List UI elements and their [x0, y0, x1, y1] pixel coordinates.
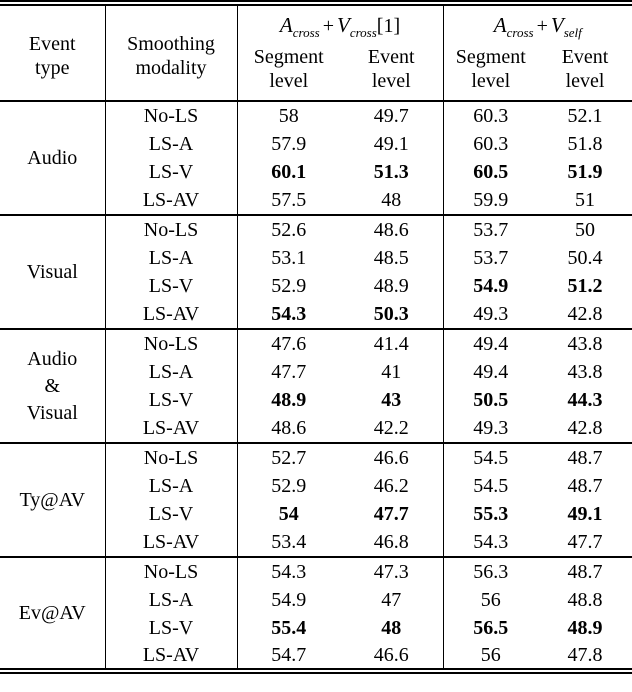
value-cell: 42.2 [373, 417, 409, 440]
value-cell: 51.2 [567, 275, 603, 298]
value-cell: 50.4 [567, 246, 603, 269]
table-body [0, 101, 632, 671]
math-plus: + [322, 15, 334, 38]
value-cell: 60.1 [237, 158, 340, 187]
value-cell: 51.3 [373, 161, 409, 184]
modality-cell: LS-A [105, 586, 237, 615]
header-group-acrossvself [443, 3, 632, 43]
value-cell: 52.7 [237, 443, 340, 472]
modality-cell: LS-AV [105, 415, 237, 444]
value-cell: 48.6 [237, 415, 340, 444]
value-cell: 53.4 [237, 529, 340, 558]
value-cell: 46.8 [373, 531, 409, 554]
value-cell: 43.8 [567, 360, 603, 383]
value-cell: 47.8 [567, 644, 603, 667]
value-cell: 49.1 [567, 503, 603, 526]
table-row [0, 557, 632, 586]
value-cell: 48 [381, 617, 402, 640]
event-label-line2: level [565, 69, 605, 92]
event-label-line2: level [371, 69, 411, 92]
modality-cell: LS-AV [105, 643, 237, 672]
value-cell: 41 [381, 360, 402, 383]
table-header [0, 3, 632, 101]
value-cell: 54.7 [237, 643, 340, 672]
math-symbol-a: A [279, 13, 293, 38]
modality-cell: LS-V [105, 158, 237, 187]
value-cell: 54.3 [237, 301, 340, 330]
modality-cell: No-LS [105, 215, 237, 244]
value-cell: 44.3 [567, 389, 603, 412]
event-type-cell: Audio & Visual [26, 347, 78, 424]
value-cell: 50.5 [443, 386, 538, 415]
event-type-cell: Visual [26, 260, 78, 283]
math-subscript: cross [506, 25, 534, 41]
value-cell: 47.7 [567, 531, 603, 554]
segment-label-line2: level [269, 69, 309, 92]
value-cell: 54.9 [443, 272, 538, 301]
value-cell: 49.3 [443, 301, 538, 330]
math-symbol-v: V [550, 13, 564, 38]
modality-cell: LS-V [105, 614, 237, 643]
value-cell: 42.8 [567, 417, 603, 440]
value-cell: 54.9 [237, 586, 340, 615]
value-cell: 51.8 [567, 132, 603, 155]
value-cell: 58 [237, 101, 340, 130]
modality-cell: LS-A [105, 130, 237, 159]
value-cell: 41.4 [373, 332, 409, 355]
table-row [0, 443, 632, 472]
value-cell: 49.4 [443, 358, 538, 387]
table-row [0, 215, 632, 244]
value-cell: 48.5 [373, 246, 409, 269]
header-segment-level-2 [443, 43, 538, 101]
value-cell: 52.9 [237, 472, 340, 501]
value-cell: 50.3 [373, 303, 409, 326]
value-cell: 52.1 [567, 104, 603, 127]
modality-cell: LS-A [105, 244, 237, 273]
segment-label-line1: Segment [253, 45, 324, 68]
segment-label-line2: level [471, 69, 511, 92]
header-smoothing-modality [105, 3, 237, 101]
value-cell: 47.6 [237, 329, 340, 358]
value-cell: 56.3 [443, 557, 538, 586]
value-cell: 48.9 [567, 617, 603, 640]
value-cell: 51.9 [567, 161, 603, 184]
header-smoothing-line2: modality [135, 56, 207, 79]
header-event-level-2 [538, 43, 632, 101]
value-cell: 57.9 [237, 130, 340, 159]
value-cell: 48.7 [567, 560, 603, 583]
citation-ref: [1] [376, 15, 401, 38]
value-cell: 49.3 [443, 415, 538, 444]
value-cell: 54.5 [443, 443, 538, 472]
value-cell: 47.7 [237, 358, 340, 387]
header-event-type [0, 3, 105, 101]
value-cell: 48.7 [567, 446, 603, 469]
value-cell: 53.1 [237, 244, 340, 273]
value-cell: 54.3 [237, 557, 340, 586]
value-cell: 50 [575, 218, 596, 241]
segment-label-line1: Segment [455, 45, 526, 68]
modality-cell: No-LS [105, 557, 237, 586]
value-cell: 49.1 [373, 132, 409, 155]
value-cell: 56 [443, 643, 538, 672]
table-row [0, 101, 632, 130]
value-cell: 57.5 [237, 187, 340, 216]
modality-cell: LS-AV [105, 529, 237, 558]
value-cell: 49.4 [443, 329, 538, 358]
value-cell: 59.9 [443, 187, 538, 216]
value-cell: 46.2 [373, 474, 409, 497]
event-label-line1: Event [367, 45, 415, 68]
value-cell: 56 [443, 586, 538, 615]
value-cell: 43.8 [567, 332, 603, 355]
header-row-groups [0, 3, 632, 43]
header-smoothing-line1: Smoothing [127, 32, 215, 55]
value-cell: 54 [237, 500, 340, 529]
event-type-cell: Ev@AV [18, 601, 86, 624]
value-cell: 48.9 [237, 386, 340, 415]
value-cell: 53.7 [443, 244, 538, 273]
modality-cell: LS-V [105, 272, 237, 301]
math-subscript: cross [349, 25, 377, 41]
value-cell: 54.3 [443, 529, 538, 558]
value-cell: 60.5 [443, 158, 538, 187]
math-symbol-v: V [336, 13, 350, 38]
table-row [0, 329, 632, 358]
modality-cell: LS-A [105, 472, 237, 501]
modality-cell: No-LS [105, 101, 237, 130]
value-cell: 55.3 [443, 500, 538, 529]
header-event-type-line2: type [35, 56, 70, 79]
value-cell: 46.6 [373, 446, 409, 469]
header-segment-level-1 [237, 43, 340, 101]
value-cell: 54.5 [443, 472, 538, 501]
value-cell: 52.9 [237, 272, 340, 301]
math-subscript: cross [292, 25, 320, 41]
value-cell: 60.3 [443, 130, 538, 159]
header-event-type-line1: Event [28, 32, 76, 55]
modality-cell: LS-A [105, 358, 237, 387]
value-cell: 48 [381, 189, 402, 212]
value-cell: 52.6 [237, 215, 340, 244]
modality-cell: No-LS [105, 443, 237, 472]
value-cell: 47.3 [373, 560, 409, 583]
value-cell: 42.8 [567, 303, 603, 326]
value-cell: 47 [381, 588, 402, 611]
value-cell: 49.7 [373, 104, 409, 127]
value-cell: 46.6 [373, 644, 409, 667]
value-cell: 48.9 [373, 275, 409, 298]
event-label-line1: Event [561, 45, 609, 68]
modality-cell: LS-AV [105, 301, 237, 330]
value-cell: 43 [381, 389, 402, 412]
value-cell: 47.7 [373, 503, 409, 526]
value-cell: 60.3 [443, 101, 538, 130]
math-plus: + [536, 15, 548, 38]
math-symbol-a: A [493, 13, 507, 38]
event-type-cell: Ty@AV [19, 488, 86, 511]
value-cell: 55.4 [237, 614, 340, 643]
modality-cell: LS-V [105, 500, 237, 529]
value-cell: 48.7 [567, 474, 603, 497]
modality-cell: LS-AV [105, 187, 237, 216]
header-event-level-1 [340, 43, 443, 101]
value-cell: 51 [575, 189, 596, 212]
value-cell: 53.7 [443, 215, 538, 244]
value-cell: 48.8 [567, 588, 603, 611]
modality-cell: LS-V [105, 386, 237, 415]
math-subscript: self [563, 25, 582, 41]
value-cell: 56.5 [443, 614, 538, 643]
header-group-acrossvcross [237, 3, 443, 43]
value-cell: 48.6 [373, 218, 409, 241]
event-type-cell: Audio [27, 146, 78, 169]
modality-cell: No-LS [105, 329, 237, 358]
